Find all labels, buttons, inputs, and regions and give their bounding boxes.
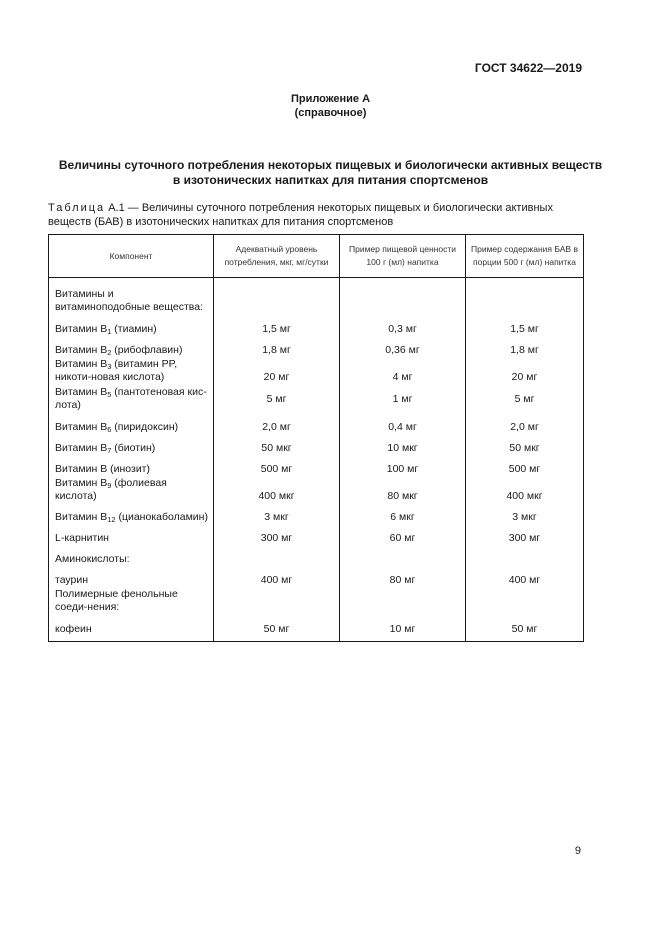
table-row [49,386,584,414]
table-row [49,525,584,546]
cell-per-100: 80 мкг [340,477,466,504]
table-row [49,337,584,358]
table-row [49,316,584,337]
cell-per-500: 50 мг [466,616,584,642]
table-row [49,504,584,525]
cell-per-500: 1,8 мг [466,337,584,358]
cell-per-100: 100 мг [340,456,466,477]
cell-component: таурин [49,567,214,588]
cell-component: Витамин $B_3$ (витамин PP, никоти-новая кислота) [49,358,214,386]
table-row [49,414,584,435]
header-adequate-level: Адекватный уровень потребления, мкг, мг/сутки [214,235,340,278]
cell-component: Витамин B (инозит) [49,456,214,477]
cell-per-100: 0,36 мг [340,337,466,358]
cell-adequate: 2,0 мг [214,414,340,435]
cell-adequate [214,588,340,616]
cell-component: Полимерные фенольные соеди-нения: [49,588,214,616]
cell-per-500: 5 мг [466,386,584,414]
table-row [49,546,584,567]
appendix-title: Приложение А [290,93,371,105]
cell-per-500: 400 мг [466,567,584,588]
main-title-line-2: в изотонических напитках для питания спортсменов [172,173,489,187]
cell-per-500: 50 мкг [466,435,584,456]
cell-component: Витамин $B_5$ (пантотеновая кис-лота) [49,386,214,414]
cell-per-100 [340,546,466,567]
appendix-heading [0,92,661,120]
header-per-500: Пример содержания БАВ в порции 500 г (мл) напитка [466,235,584,278]
cell-component: кофеин [49,616,214,642]
cell-component: Витамин $B_7$ (биотин) [49,435,214,456]
cell-per-100: 60 мг [340,525,466,546]
cell-per-100: 4 мг [340,358,466,386]
cell-component: Витамин $B_{12}$ (цианокаболамин) [49,504,214,525]
table-row [49,288,584,316]
cell-per-100: 10 мкг [340,435,466,456]
cell-per-100: 10 мг [340,616,466,642]
header-component: Компонент [49,235,214,278]
cell-adequate: 50 мкг [214,435,340,456]
cell-per-100: 80 мг [340,567,466,588]
table-row [49,477,584,504]
cell-per-100: 6 мкг [340,504,466,525]
cell-per-500: 1,5 мг [466,316,584,337]
cell-component: Витамин $B_2$ (рибофлавин) [49,337,214,358]
table-row [49,567,584,588]
cell-per-100: 0,3 мг [340,316,466,337]
nutrient-table [48,234,584,642]
cell-adequate: 20 мг [214,358,340,386]
cell-component: Витамины и витаминоподобные вещества: [49,288,214,316]
cell-adequate: 400 мг [214,567,340,588]
table-row [49,435,584,456]
cell-component: Аминокислоты: [49,546,214,567]
table-header-row [49,235,584,278]
appendix-subtitle: (справочное) [294,107,367,119]
caption-text: — Величины суточного потребления некоторых пищевых и биологически активных веществ (БАВ) в изотонических напитках для питания спортсменов [48,202,553,228]
cell-adequate: 400 мкг [214,477,340,504]
cell-adequate: 300 мг [214,525,340,546]
document-code: ГОСТ 34622—2019 [474,61,582,75]
table-row [49,616,584,642]
caption-prefix: Таблица [48,202,106,214]
cell-per-100 [340,588,466,616]
table-row [49,358,584,386]
cell-component: Витамин $B_6$ (пиридоксин) [49,414,214,435]
cell-adequate: 3 мкг [214,504,340,525]
main-title-line-1: Величины суточного потребления некоторых пищевых и биологически активных веществ [58,158,603,172]
cell-adequate: 500 мг [214,456,340,477]
cell-per-500: 300 мг [466,525,584,546]
cell-per-500: 3 мкг [466,504,584,525]
cell-per-100: 1 мг [340,386,466,414]
cell-component: Витамин $B_9$ (фолиевая кислота) [49,477,214,504]
cell-per-500 [466,588,584,616]
cell-adequate: 1,5 мг [214,316,340,337]
cell-per-100: 0,4 мг [340,414,466,435]
cell-per-500 [466,288,584,316]
cell-adequate [214,288,340,316]
cell-component: L-карнитин [49,525,214,546]
header-per-100: Пример пищевой ценности 100 г (мл) напитка [340,235,466,278]
cell-per-500: 20 мг [466,358,584,386]
cell-per-500: 400 мкг [466,477,584,504]
cell-adequate: 1,8 мг [214,337,340,358]
cell-component: Витамин $B_1$ (тиамин) [49,316,214,337]
table-row [49,456,584,477]
table-caption [48,201,588,229]
cell-per-500 [466,546,584,567]
cell-adequate: 5 мг [214,386,340,414]
caption-number: А.1 [108,202,125,214]
cell-adequate: 50 мг [214,616,340,642]
cell-per-500: 2,0 мг [466,414,584,435]
main-title [40,158,621,188]
table-row [49,588,584,616]
cell-per-500: 500 мг [466,456,584,477]
cell-per-100 [340,288,466,316]
page-number: 9 [574,845,581,857]
table-spacer-row [49,278,584,289]
cell-adequate [214,546,340,567]
